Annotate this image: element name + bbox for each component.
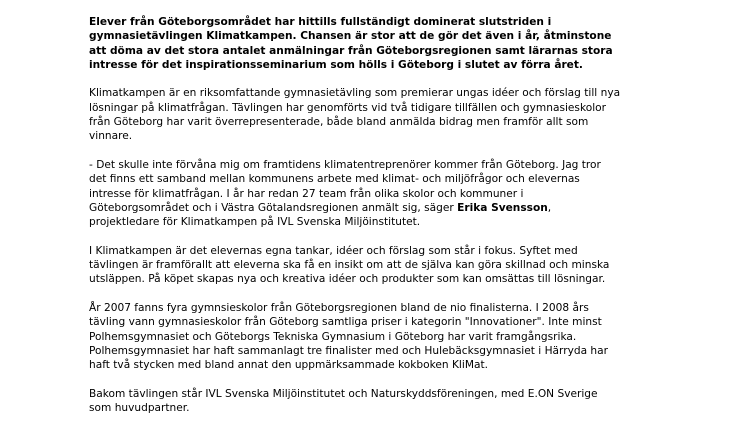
body-paragraph-3 xyxy=(89,244,659,287)
body-paragraph-5 xyxy=(89,387,659,416)
text-line: År 2007 fanns fyra gymnsieskolor från Göteborgsregionen bland de nio finalisterna. I 2008 års xyxy=(89,301,589,314)
text-line: utsläppen. På köpet skapas nya och kreativa idéer och produkter som kan omsättas till lösningar. xyxy=(89,273,606,286)
text-line: lösningar på klimatfrågan. Tävlingen har genomförts vid två tidigare tillfällen och gymnasieskolor xyxy=(89,101,606,114)
text-line: tävling vann gymnasieskolor från Göteborg samtliga priser i kategorin "Innovationer". Inte minst xyxy=(89,316,602,329)
text-line: I Klimatkampen är det elevernas egna tankar, idéer och förslag som står i fokus. Syftet med xyxy=(89,244,578,257)
text-line: från Göteborg har varit överrepresenterade, både bland anmälda bidrag men framför allt som xyxy=(89,116,589,129)
body-paragraph-1 xyxy=(89,86,659,143)
text-line: tävlingen är framförallt att eleverna ska få en insikt om att de själva kan göra skillnad och minska xyxy=(89,259,610,272)
document-page xyxy=(89,15,659,430)
text-line: - Det skulle inte förvåna mig om framtidens klimatentreprenörer kommer från Göteborg. Jag tror xyxy=(89,158,601,171)
text-line: Bakom tävlingen står IVL Svenska Miljöinstitutet och Naturskyddsföreningen, med E.ON Sverige xyxy=(89,387,598,400)
text-line: haft två stycken med bland annat den uppmärksammade kokboken KliMat. xyxy=(89,359,488,372)
text-line: Polhemsgymnasiet och Göteborgs Tekniska Gymnasium i Göteborg har varit framgångsrika. xyxy=(89,330,577,343)
text-line: vinnare. xyxy=(89,130,133,143)
text-segment: , xyxy=(547,201,552,214)
text-line: som huvudpartner. xyxy=(89,402,190,415)
body-paragraph-4 xyxy=(89,301,659,372)
body-paragraph-2 xyxy=(89,158,659,229)
lead-paragraph xyxy=(89,15,659,72)
lead-line: att döma av det stora antalet anmälningar från Göteborgsregionen samt lärarnas stora xyxy=(89,44,613,57)
text-line xyxy=(89,201,659,215)
text-line: Klimatkampen är en riksomfattande gymnasietävling som premierar ungas idéer och förslag till nya xyxy=(89,87,621,100)
lead-line: intresse för det inspirationsseminarium som hölls i Göteborg i slutet av förra året. xyxy=(89,58,583,71)
lead-line: gymnasietävlingen Klimatkampen. Chansen är stor att de gör det även i år, åtminstone xyxy=(89,30,612,43)
text-line: Polhemsgymnasiet har haft sammanlagt tre finalister med och Hulebäcksgymnasiet i Härryda har xyxy=(89,344,608,357)
text-line: det finns ett samband mellan kommunens arbete med klimat- och miljöfrågor och elevernas xyxy=(89,173,580,186)
text-line: projektledare för Klimatkampen på IVL Svenska Miljöinstitutet. xyxy=(89,216,421,229)
lead-line: Elever från Göteborgsområdet har hittills fullständigt dominerat slutstriden i xyxy=(89,16,552,28)
text-line: intresse för klimatfrågan. I år har redan 27 team från olika skolor och kommuner i xyxy=(89,187,524,200)
text-segment: Göteborgsområdet och i Västra Götalandsregionen anmält sig, säger xyxy=(89,201,458,214)
person-name: Erika Svensson xyxy=(457,201,548,214)
